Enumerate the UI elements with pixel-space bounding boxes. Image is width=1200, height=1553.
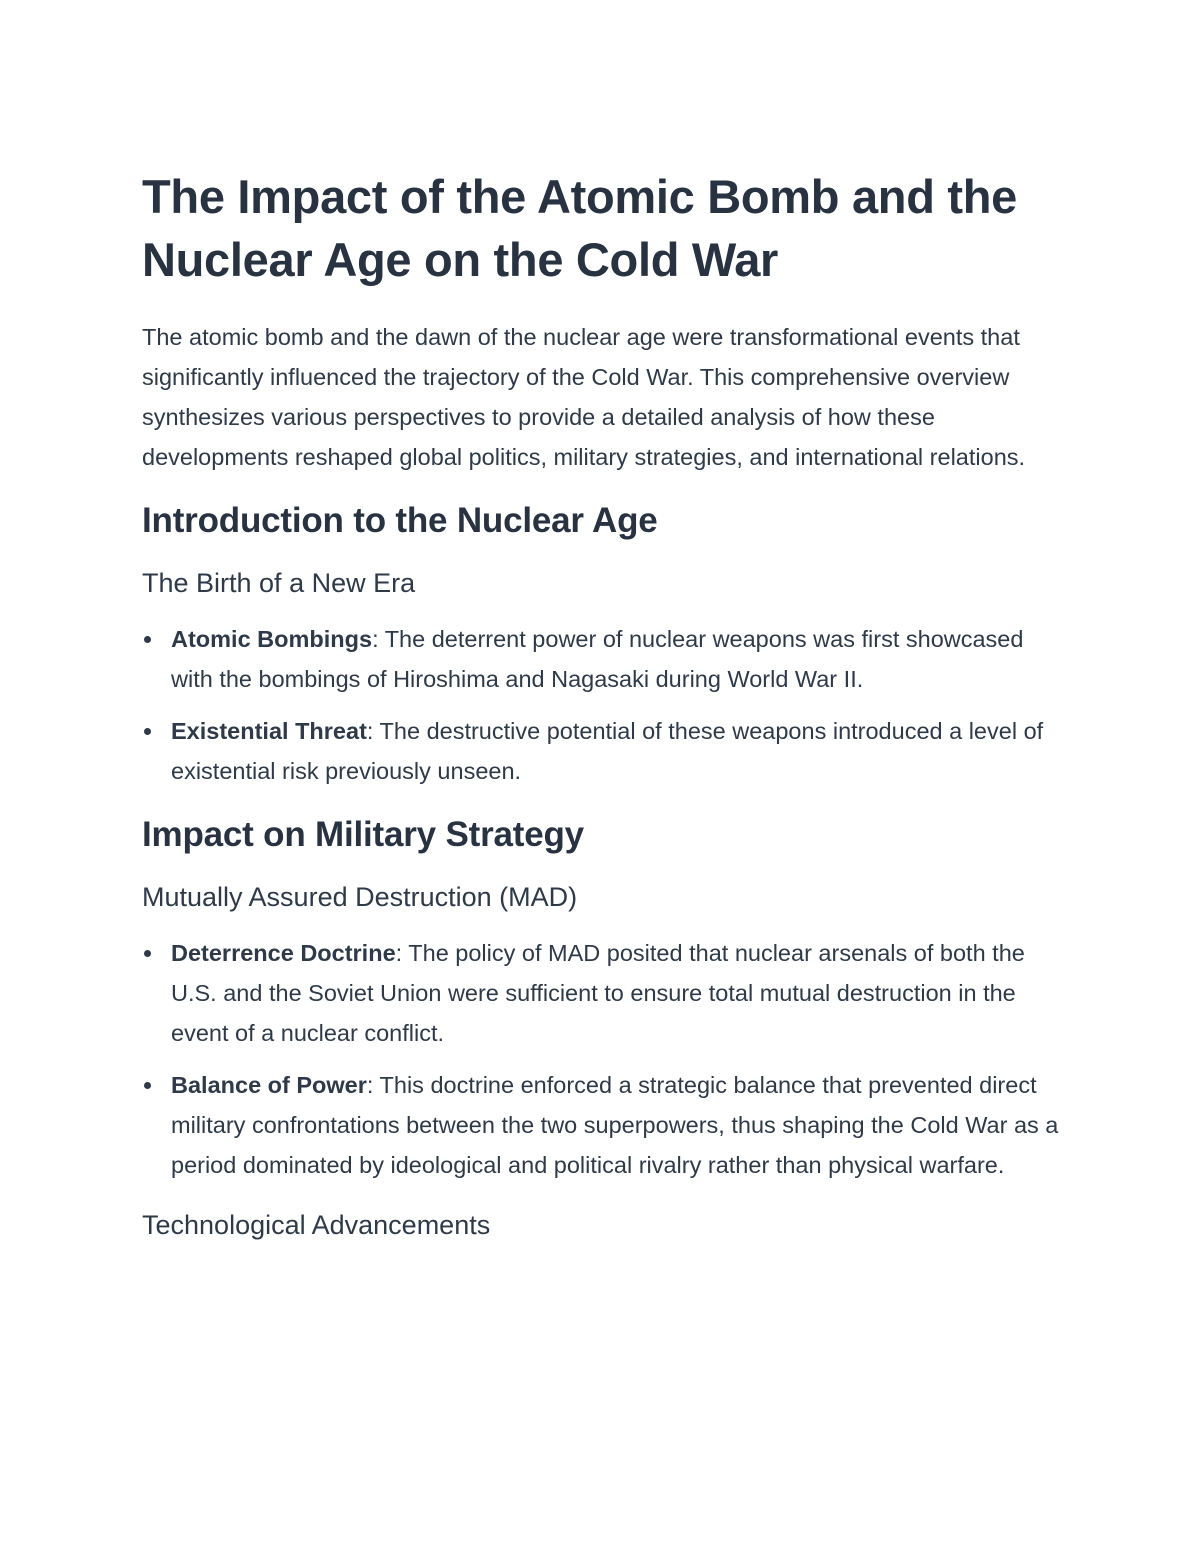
list-item-term: Existential Threat [171, 718, 367, 744]
bullet-icon [144, 950, 151, 957]
document-title: The Impact of the Atomic Bomb and the Nuclear Age on the Cold War [142, 170, 1017, 286]
subsection-heading-birth-of-new-era: The Birth of a New Era [142, 568, 416, 598]
bullet-icon [144, 636, 151, 643]
document-page [142, 165, 1062, 1261]
subsection-heading-mad: Mutually Assured Destruction (MAD) [142, 882, 578, 912]
list-item [142, 619, 1062, 699]
bullet-icon [144, 1082, 151, 1089]
bullet-icon [144, 728, 151, 735]
list-item-text: : The destructive potential of these weapons introduced a level of existential risk previously unseen. [171, 718, 1044, 784]
bullet-list-birth-of-new-era [142, 619, 1062, 791]
section-heading-introduction: Introduction to the Nuclear Age [142, 501, 658, 540]
section-heading-military-strategy: Impact on Military Strategy [142, 815, 584, 854]
list-item-term: Deterrence Doctrine [171, 940, 396, 966]
list-item-text: : The deterrent power of nuclear weapons was first showcased with the bombings of Hiroshima and Nagasaki during World War II. [171, 626, 1024, 692]
list-item-text: : This doctrine enforced a strategic balance that prevented direct military confrontations between the two superpowers, thus shaping the Cold War as a period dominated by ideological and political rivalry rather than physical warfare. [171, 1072, 1059, 1178]
subsection-heading-technological-advancements: Technological Advancements [142, 1210, 491, 1240]
list-item-term: Atomic Bombings [171, 626, 373, 652]
bullet-list-mad [142, 933, 1062, 1185]
list-item [142, 933, 1062, 1053]
list-item [142, 1065, 1062, 1185]
list-item-term: Balance of Power [171, 1072, 367, 1098]
list-item-text: : The policy of MAD posited that nuclear arsenals of both the U.S. and the Soviet Union were sufficient to ensure total mutual destruction in the event of a nuclear conflict. [171, 940, 1025, 1046]
intro-paragraph: The atomic bomb and the dawn of the nuclear age were transformational events that significantly influenced the trajectory of the Cold War. This comprehensive overview synthesizes various perspectives to provide a detailed analysis of how these developments reshaped global politics, military strategies, and international relations. [142, 324, 1026, 470]
list-item [142, 711, 1062, 791]
